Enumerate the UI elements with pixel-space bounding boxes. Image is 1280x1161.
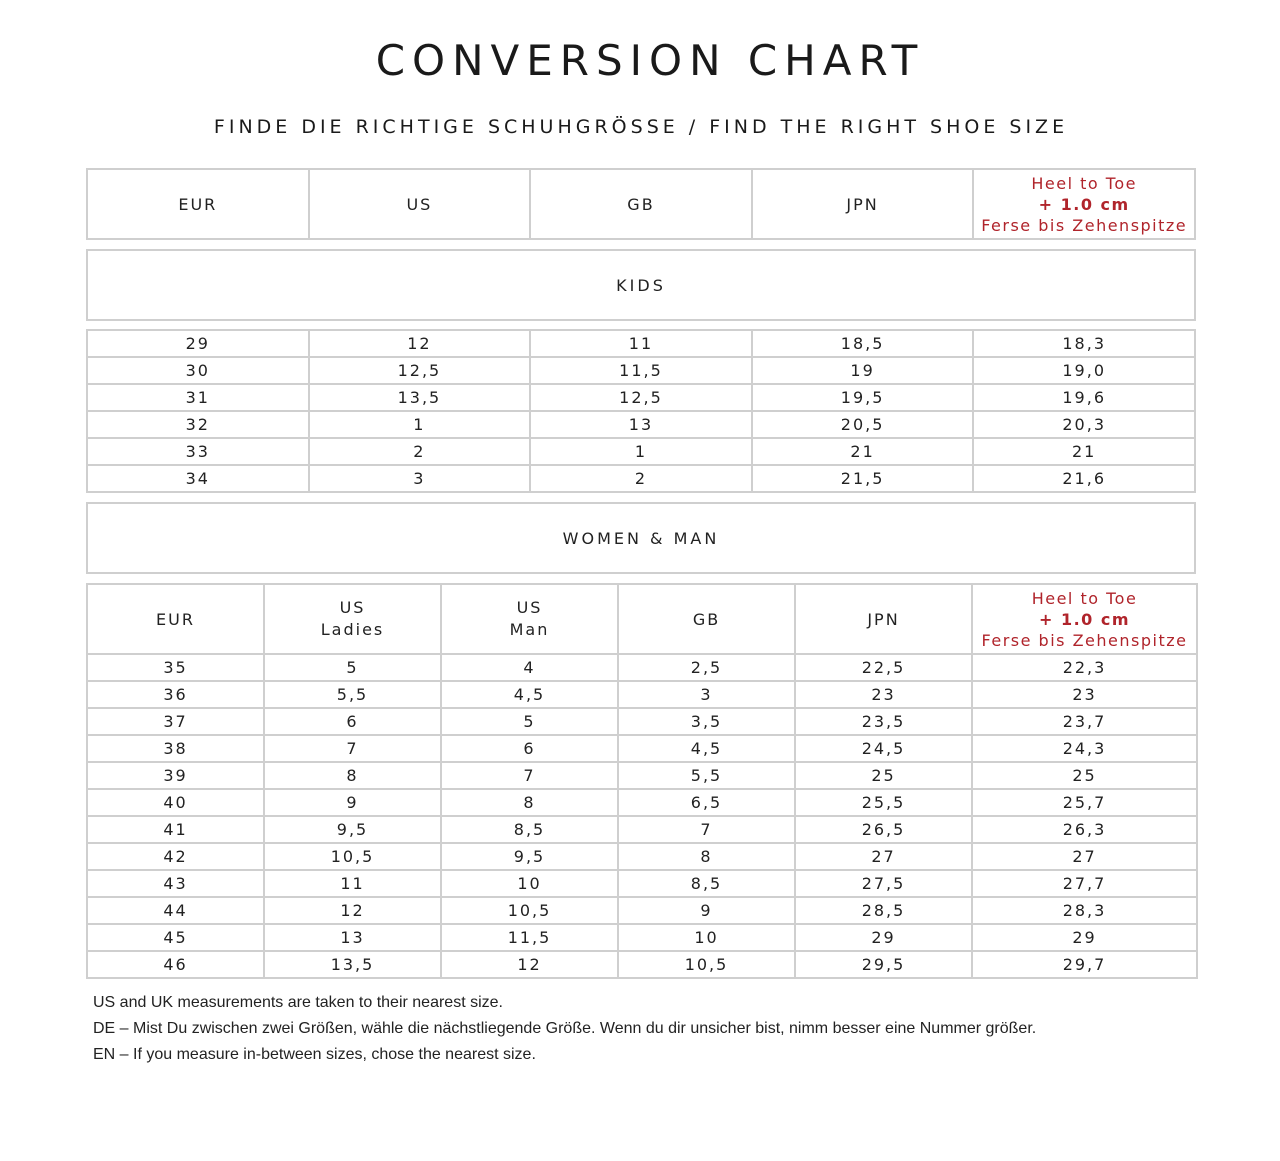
table-cell: 24,3 xyxy=(972,735,1197,762)
table-cell: 13 xyxy=(264,924,441,951)
table-cell: 10,5 xyxy=(618,951,795,978)
table-cell: 12 xyxy=(264,897,441,924)
table-cell: 2 xyxy=(309,438,531,465)
table-cell: 12 xyxy=(309,330,531,357)
table-cell: 11,5 xyxy=(441,924,618,951)
table-cell: 36 xyxy=(87,681,264,708)
table-cell: 12,5 xyxy=(309,357,531,384)
table-cell: 26,5 xyxy=(795,816,972,843)
table-row xyxy=(87,816,1197,843)
table-cell: 26,3 xyxy=(972,816,1197,843)
table-cell: 12,5 xyxy=(530,384,752,411)
table-cell: 11 xyxy=(264,870,441,897)
table-cell: 10 xyxy=(618,924,795,951)
header-eur: EUR xyxy=(87,169,309,239)
table-row xyxy=(87,735,1197,762)
table-cell: 7 xyxy=(618,816,795,843)
table-cell: 1 xyxy=(530,438,752,465)
table-cell: 9 xyxy=(264,789,441,816)
table-cell: 18,3 xyxy=(973,330,1195,357)
table-cell: 5 xyxy=(264,654,441,681)
table-row xyxy=(87,357,1195,384)
heel-to-toe-label: Heel to Toe xyxy=(1031,173,1137,193)
table-row xyxy=(87,411,1195,438)
wm-header-jpn: JPN xyxy=(795,584,972,654)
table-row xyxy=(87,708,1197,735)
table-cell: 18,5 xyxy=(752,330,974,357)
table-cell: 23 xyxy=(795,681,972,708)
table-cell: 22,5 xyxy=(795,654,972,681)
table-cell: 8 xyxy=(441,789,618,816)
women-man-size-table xyxy=(86,583,1198,979)
heel-to-toe-label-de: Ferse bis Zehenspitze xyxy=(981,215,1188,235)
wm-header-gb: GB xyxy=(618,584,795,654)
table-row xyxy=(87,789,1197,816)
kids-banner xyxy=(86,249,1196,321)
table-cell: 11,5 xyxy=(530,357,752,384)
table-cell: 8,5 xyxy=(618,870,795,897)
table-cell: 9,5 xyxy=(441,843,618,870)
table-cell: 4 xyxy=(441,654,618,681)
table-cell: 25,7 xyxy=(972,789,1197,816)
table-row xyxy=(87,330,1195,357)
note-de: DE – Mist Du zwischen zwei Größen, wähle die nächstliegende Größe. Wenn du dir unsicher bist, nimm besser eine Nummer größer. xyxy=(93,1020,1037,1037)
table-cell: 3,5 xyxy=(618,708,795,735)
table-cell: 33 xyxy=(87,438,309,465)
table-cell: 21 xyxy=(973,438,1195,465)
table-cell: 4,5 xyxy=(618,735,795,762)
table-row xyxy=(87,681,1197,708)
header-heel-to-toe xyxy=(973,169,1195,239)
table-cell: 23,5 xyxy=(795,708,972,735)
women-man-header-row xyxy=(87,584,1197,654)
table-cell: 20,5 xyxy=(752,411,974,438)
table-row xyxy=(87,384,1195,411)
table-cell: 21 xyxy=(752,438,974,465)
table-cell: 19,6 xyxy=(973,384,1195,411)
table-cell: 29 xyxy=(87,330,309,357)
table-cell: 40 xyxy=(87,789,264,816)
wm-heel-to-toe-label-de: Ferse bis Zehenspitze xyxy=(981,630,1188,650)
table-cell: 25,5 xyxy=(795,789,972,816)
table-cell: 6 xyxy=(441,735,618,762)
table-cell: 2 xyxy=(530,465,752,492)
table-row xyxy=(87,897,1197,924)
table-row xyxy=(87,762,1197,789)
heel-to-toe-offset: + 1.0 cm xyxy=(1038,194,1130,214)
table-cell: 23,7 xyxy=(972,708,1197,735)
table-row xyxy=(87,924,1197,951)
table-row xyxy=(87,951,1197,978)
table-cell: 46 xyxy=(87,951,264,978)
wm-header-heel-to-toe xyxy=(972,584,1197,654)
table-cell: 2,5 xyxy=(618,654,795,681)
table-cell: 7 xyxy=(441,762,618,789)
table-cell: 5 xyxy=(441,708,618,735)
kids-size-table xyxy=(86,329,1196,493)
table-cell: 32 xyxy=(87,411,309,438)
table-cell: 10 xyxy=(441,870,618,897)
table-cell: 8 xyxy=(264,762,441,789)
table-cell: 4,5 xyxy=(441,681,618,708)
table-cell: 45 xyxy=(87,924,264,951)
table-cell: 1 xyxy=(309,411,531,438)
table-cell: 29,7 xyxy=(972,951,1197,978)
wm-header-eur: EUR xyxy=(87,584,264,654)
table-cell: 12 xyxy=(441,951,618,978)
table-cell: 27,7 xyxy=(972,870,1197,897)
note-us-uk: US and UK measurements are taken to their nearest size. xyxy=(93,994,503,1011)
table-cell: 3 xyxy=(309,465,531,492)
table-cell: 13 xyxy=(530,411,752,438)
table-cell: 21,5 xyxy=(752,465,974,492)
table-cell: 6 xyxy=(264,708,441,735)
table-cell: 6,5 xyxy=(618,789,795,816)
table-cell: 23 xyxy=(972,681,1197,708)
table-cell: 38 xyxy=(87,735,264,762)
table-cell: 29 xyxy=(972,924,1197,951)
wm-heel-to-toe-label: Heel to Toe xyxy=(1031,588,1138,608)
table-cell: 7 xyxy=(264,735,441,762)
table-cell: 42 xyxy=(87,843,264,870)
table-cell: 19,0 xyxy=(973,357,1195,384)
size-header-table xyxy=(86,168,1196,240)
table-cell: 10,5 xyxy=(441,897,618,924)
table-cell: 29 xyxy=(795,924,972,951)
table-row xyxy=(87,870,1197,897)
header-jpn: JPN xyxy=(752,169,974,239)
table-cell: 27 xyxy=(795,843,972,870)
table-cell: 13,5 xyxy=(264,951,441,978)
table-cell: 25 xyxy=(795,762,972,789)
table-cell: 11 xyxy=(530,330,752,357)
page-title: CONVERSION CHART xyxy=(375,36,925,85)
table-cell: 27,5 xyxy=(795,870,972,897)
wm-heel-to-toe-offset: + 1.0 cm xyxy=(1038,609,1131,629)
table-cell: 31 xyxy=(87,384,309,411)
table-cell: 43 xyxy=(87,870,264,897)
table-row xyxy=(87,843,1197,870)
women-man-section-label: WOMEN & MAN xyxy=(87,503,1195,573)
table-cell: 5,5 xyxy=(264,681,441,708)
table-cell: 22,3 xyxy=(972,654,1197,681)
table-cell: 9 xyxy=(618,897,795,924)
table-cell: 5,5 xyxy=(618,762,795,789)
table-cell: 28,3 xyxy=(972,897,1197,924)
header-us: US xyxy=(309,169,531,239)
kids-section-label: KIDS xyxy=(87,250,1195,320)
table-cell: 27 xyxy=(972,843,1197,870)
wm-header-us-man: US Man xyxy=(441,584,618,654)
wm-header-us-ladies: US Ladies xyxy=(264,584,441,654)
table-row xyxy=(87,438,1195,465)
table-cell: 44 xyxy=(87,897,264,924)
table-cell: 39 xyxy=(87,762,264,789)
table-cell: 13,5 xyxy=(309,384,531,411)
table-cell: 25 xyxy=(972,762,1197,789)
page-subtitle: FINDE DIE RICHTIGE SCHUHGRÖSSE / FIND THE RIGHT SHOE SIZE xyxy=(213,116,1069,138)
table-cell: 28,5 xyxy=(795,897,972,924)
table-cell: 20,3 xyxy=(973,411,1195,438)
note-en: EN – If you measure in-between sizes, chose the nearest size. xyxy=(93,1046,536,1063)
women-man-banner xyxy=(86,502,1196,574)
table-cell: 29,5 xyxy=(795,951,972,978)
table-cell: 24,5 xyxy=(795,735,972,762)
table-cell: 37 xyxy=(87,708,264,735)
size-notes xyxy=(93,990,1036,1068)
table-cell: 30 xyxy=(87,357,309,384)
table-cell: 41 xyxy=(87,816,264,843)
table-cell: 8,5 xyxy=(441,816,618,843)
table-cell: 9,5 xyxy=(264,816,441,843)
table-cell: 19,5 xyxy=(752,384,974,411)
table-row xyxy=(87,465,1195,492)
table-cell: 21,6 xyxy=(973,465,1195,492)
table-cell: 34 xyxy=(87,465,309,492)
table-cell: 3 xyxy=(618,681,795,708)
table-cell: 19 xyxy=(752,357,974,384)
table-cell: 8 xyxy=(618,843,795,870)
table-cell: 35 xyxy=(87,654,264,681)
header-gb: GB xyxy=(530,169,752,239)
table-cell: 10,5 xyxy=(264,843,441,870)
table-row xyxy=(87,654,1197,681)
